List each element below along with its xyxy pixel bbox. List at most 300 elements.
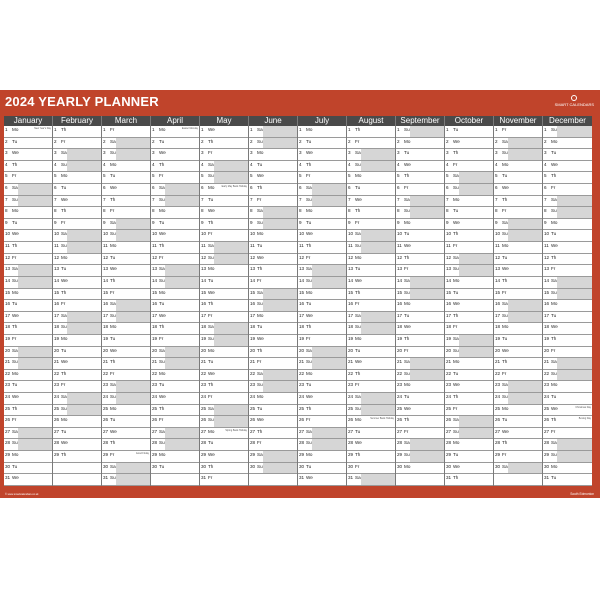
day-cell[interactable]	[200, 254, 248, 266]
day-cell[interactable]	[200, 474, 248, 486]
day-cell[interactable]	[347, 358, 395, 370]
day-cell[interactable]	[53, 196, 101, 208]
day-cell[interactable]	[445, 474, 493, 486]
day-cell[interactable]	[102, 416, 150, 428]
day-cell[interactable]	[347, 300, 395, 312]
day-cell[interactable]	[53, 184, 101, 196]
day-cell[interactable]	[396, 172, 444, 184]
day-cell[interactable]	[298, 323, 346, 335]
day-cell[interactable]	[53, 393, 101, 405]
day-cell[interactable]	[298, 451, 346, 463]
day-cell[interactable]	[200, 289, 248, 301]
day-cell[interactable]	[102, 277, 150, 289]
day-cell[interactable]	[494, 196, 542, 208]
day-cell[interactable]	[347, 230, 395, 242]
day-cell[interactable]	[494, 172, 542, 184]
day-cell[interactable]	[102, 323, 150, 335]
day-cell[interactable]	[200, 207, 248, 219]
day-cell[interactable]	[151, 254, 199, 266]
day-cell[interactable]	[102, 172, 150, 184]
day-cell[interactable]	[396, 451, 444, 463]
day-cell[interactable]	[200, 358, 248, 370]
day-cell[interactable]	[200, 196, 248, 208]
day-cell[interactable]	[53, 439, 101, 451]
day-cell[interactable]	[494, 219, 542, 231]
day-cell[interactable]	[200, 463, 248, 475]
day-cell[interactable]	[249, 289, 297, 301]
day-cell[interactable]	[4, 289, 52, 301]
day-cell[interactable]	[543, 289, 592, 301]
day-cell[interactable]	[543, 277, 592, 289]
day-cell[interactable]	[445, 138, 493, 150]
day-cell[interactable]	[347, 323, 395, 335]
day-cell[interactable]	[298, 277, 346, 289]
day-cell[interactable]	[347, 184, 395, 196]
day-cell[interactable]	[4, 126, 52, 138]
day-cell[interactable]	[249, 347, 297, 359]
day-cell[interactable]	[151, 347, 199, 359]
day-cell[interactable]	[445, 126, 493, 138]
day-cell[interactable]	[53, 347, 101, 359]
day-cell[interactable]	[494, 242, 542, 254]
day-cell[interactable]	[200, 428, 248, 440]
day-cell[interactable]	[347, 126, 395, 138]
day-cell[interactable]	[396, 381, 444, 393]
day-cell[interactable]	[396, 393, 444, 405]
day-cell[interactable]	[298, 463, 346, 475]
day-cell[interactable]	[102, 381, 150, 393]
day-cell[interactable]	[347, 463, 395, 475]
day-cell[interactable]	[494, 254, 542, 266]
day-cell[interactable]	[445, 405, 493, 417]
day-cell[interactable]	[151, 161, 199, 173]
day-cell[interactable]	[396, 335, 444, 347]
day-cell[interactable]	[543, 265, 592, 277]
day-cell[interactable]	[494, 207, 542, 219]
day-cell[interactable]	[249, 381, 297, 393]
day-cell[interactable]	[151, 219, 199, 231]
day-cell[interactable]	[4, 277, 52, 289]
day-cell[interactable]	[200, 161, 248, 173]
day-cell[interactable]	[4, 230, 52, 242]
day-cell[interactable]	[396, 184, 444, 196]
day-cell[interactable]	[396, 439, 444, 451]
day-cell[interactable]	[543, 161, 592, 173]
day-cell[interactable]	[151, 439, 199, 451]
day-cell[interactable]	[298, 428, 346, 440]
day-cell[interactable]	[445, 196, 493, 208]
day-cell[interactable]	[53, 358, 101, 370]
day-cell[interactable]	[347, 207, 395, 219]
day-cell[interactable]	[494, 230, 542, 242]
day-cell[interactable]	[4, 312, 52, 324]
day-cell[interactable]	[53, 149, 101, 161]
day-cell[interactable]	[102, 138, 150, 150]
day-cell[interactable]	[151, 126, 199, 138]
day-cell[interactable]	[249, 323, 297, 335]
day-cell[interactable]	[298, 439, 346, 451]
day-cell[interactable]	[249, 300, 297, 312]
day-cell[interactable]	[102, 393, 150, 405]
day-cell[interactable]	[249, 405, 297, 417]
day-cell[interactable]	[200, 300, 248, 312]
day-cell[interactable]	[347, 381, 395, 393]
day-cell[interactable]	[494, 265, 542, 277]
day-cell[interactable]	[445, 207, 493, 219]
day-cell[interactable]	[298, 393, 346, 405]
day-cell[interactable]	[298, 196, 346, 208]
day-cell[interactable]	[494, 161, 542, 173]
day-cell[interactable]	[249, 138, 297, 150]
day-cell[interactable]	[4, 196, 52, 208]
day-cell[interactable]	[200, 184, 248, 196]
day-cell[interactable]	[200, 126, 248, 138]
day-cell[interactable]	[102, 207, 150, 219]
day-cell[interactable]	[249, 439, 297, 451]
day-cell[interactable]	[396, 207, 444, 219]
day-cell[interactable]	[396, 347, 444, 359]
day-cell[interactable]	[4, 358, 52, 370]
day-cell[interactable]	[249, 312, 297, 324]
day-cell[interactable]	[151, 172, 199, 184]
day-cell[interactable]	[151, 300, 199, 312]
day-cell[interactable]	[298, 207, 346, 219]
day-cell[interactable]	[396, 300, 444, 312]
day-cell[interactable]	[347, 393, 395, 405]
day-cell[interactable]	[53, 242, 101, 254]
day-cell[interactable]	[102, 312, 150, 324]
day-cell[interactable]	[102, 474, 150, 486]
day-cell[interactable]	[102, 428, 150, 440]
day-cell[interactable]	[102, 184, 150, 196]
day-cell[interactable]	[298, 230, 346, 242]
day-cell[interactable]	[298, 474, 346, 486]
day-cell[interactable]	[4, 381, 52, 393]
day-cell[interactable]	[4, 300, 52, 312]
day-cell[interactable]	[347, 347, 395, 359]
day-cell[interactable]	[298, 335, 346, 347]
day-cell[interactable]	[4, 161, 52, 173]
day-cell[interactable]	[102, 161, 150, 173]
day-cell[interactable]	[445, 335, 493, 347]
day-cell[interactable]	[249, 393, 297, 405]
day-cell[interactable]	[543, 254, 592, 266]
day-cell[interactable]	[494, 428, 542, 440]
day-cell[interactable]	[53, 161, 101, 173]
day-cell[interactable]	[298, 312, 346, 324]
day-cell[interactable]	[4, 265, 52, 277]
day-cell[interactable]	[200, 323, 248, 335]
day-cell[interactable]	[298, 254, 346, 266]
day-cell[interactable]	[200, 219, 248, 231]
day-cell[interactable]	[4, 219, 52, 231]
day-cell[interactable]	[151, 230, 199, 242]
day-cell[interactable]	[151, 370, 199, 382]
day-cell[interactable]	[151, 277, 199, 289]
day-cell[interactable]	[102, 405, 150, 417]
day-cell[interactable]	[53, 126, 101, 138]
day-cell[interactable]	[53, 265, 101, 277]
day-cell[interactable]	[151, 289, 199, 301]
day-cell[interactable]	[249, 207, 297, 219]
day-cell[interactable]	[4, 207, 52, 219]
day-cell[interactable]	[53, 323, 101, 335]
day-cell[interactable]	[200, 172, 248, 184]
day-cell[interactable]	[494, 358, 542, 370]
day-cell[interactable]	[347, 254, 395, 266]
day-cell[interactable]	[543, 149, 592, 161]
day-cell[interactable]	[249, 242, 297, 254]
day-cell[interactable]	[396, 138, 444, 150]
day-cell[interactable]	[200, 230, 248, 242]
day-cell[interactable]	[543, 300, 592, 312]
day-cell[interactable]	[151, 393, 199, 405]
day-cell[interactable]	[249, 172, 297, 184]
day-cell[interactable]	[445, 451, 493, 463]
day-cell[interactable]	[249, 126, 297, 138]
day-cell[interactable]	[53, 230, 101, 242]
day-cell[interactable]	[53, 289, 101, 301]
day-cell[interactable]	[396, 277, 444, 289]
day-cell[interactable]	[151, 242, 199, 254]
day-cell[interactable]	[445, 393, 493, 405]
day-cell[interactable]	[543, 347, 592, 359]
day-cell[interactable]	[494, 335, 542, 347]
day-cell[interactable]	[4, 335, 52, 347]
day-cell[interactable]	[396, 463, 444, 475]
day-cell[interactable]	[445, 358, 493, 370]
day-cell[interactable]	[494, 451, 542, 463]
day-cell[interactable]	[298, 381, 346, 393]
day-cell[interactable]	[151, 265, 199, 277]
day-cell[interactable]	[494, 138, 542, 150]
day-cell[interactable]	[494, 312, 542, 324]
day-cell[interactable]	[151, 312, 199, 324]
day-cell[interactable]	[53, 138, 101, 150]
day-cell[interactable]	[494, 184, 542, 196]
day-cell[interactable]	[102, 347, 150, 359]
day-cell[interactable]	[347, 439, 395, 451]
day-cell[interactable]	[543, 196, 592, 208]
day-cell[interactable]	[102, 254, 150, 266]
day-cell[interactable]	[396, 370, 444, 382]
day-cell[interactable]	[249, 254, 297, 266]
day-cell[interactable]	[53, 428, 101, 440]
day-cell[interactable]	[151, 323, 199, 335]
day-cell[interactable]	[494, 381, 542, 393]
day-cell[interactable]	[347, 370, 395, 382]
day-cell[interactable]	[151, 463, 199, 475]
day-cell[interactable]	[494, 126, 542, 138]
day-cell[interactable]	[298, 405, 346, 417]
day-cell[interactable]	[200, 149, 248, 161]
day-cell[interactable]	[249, 277, 297, 289]
day-cell[interactable]	[347, 312, 395, 324]
day-cell[interactable]	[102, 335, 150, 347]
day-cell[interactable]	[396, 126, 444, 138]
day-cell[interactable]	[53, 300, 101, 312]
day-cell[interactable]	[249, 230, 297, 242]
day-cell[interactable]	[200, 242, 248, 254]
day-cell[interactable]	[445, 428, 493, 440]
day-cell[interactable]	[298, 184, 346, 196]
day-cell[interactable]	[53, 405, 101, 417]
day-cell[interactable]	[200, 265, 248, 277]
day-cell[interactable]	[151, 381, 199, 393]
day-cell[interactable]	[249, 149, 297, 161]
day-cell[interactable]	[445, 416, 493, 428]
day-cell[interactable]	[102, 439, 150, 451]
day-cell[interactable]	[249, 370, 297, 382]
day-cell[interactable]	[200, 277, 248, 289]
day-cell[interactable]	[494, 289, 542, 301]
day-cell[interactable]	[102, 300, 150, 312]
day-cell[interactable]	[494, 439, 542, 451]
day-cell[interactable]	[249, 451, 297, 463]
day-cell[interactable]	[445, 149, 493, 161]
day-cell[interactable]	[347, 172, 395, 184]
day-cell[interactable]	[445, 254, 493, 266]
day-cell[interactable]	[249, 161, 297, 173]
day-cell[interactable]	[347, 265, 395, 277]
day-cell[interactable]	[200, 405, 248, 417]
day-cell[interactable]	[396, 358, 444, 370]
day-cell[interactable]	[151, 207, 199, 219]
day-cell[interactable]	[200, 347, 248, 359]
day-cell[interactable]	[4, 416, 52, 428]
day-cell[interactable]	[4, 347, 52, 359]
day-cell[interactable]	[396, 405, 444, 417]
day-cell[interactable]	[151, 416, 199, 428]
day-cell[interactable]	[200, 393, 248, 405]
day-cell[interactable]	[543, 138, 592, 150]
day-cell[interactable]	[494, 323, 542, 335]
day-cell[interactable]	[396, 254, 444, 266]
day-cell[interactable]	[347, 161, 395, 173]
day-cell[interactable]	[396, 242, 444, 254]
day-cell[interactable]	[494, 300, 542, 312]
day-cell[interactable]	[445, 219, 493, 231]
day-cell[interactable]	[396, 428, 444, 440]
day-cell[interactable]	[445, 323, 493, 335]
day-cell[interactable]	[102, 358, 150, 370]
day-cell[interactable]	[445, 184, 493, 196]
day-cell[interactable]	[4, 149, 52, 161]
day-cell[interactable]	[543, 463, 592, 475]
day-cell[interactable]	[249, 463, 297, 475]
day-cell[interactable]	[151, 196, 199, 208]
day-cell[interactable]	[543, 323, 592, 335]
day-cell[interactable]	[298, 219, 346, 231]
day-cell[interactable]	[543, 219, 592, 231]
day-cell[interactable]	[4, 370, 52, 382]
day-cell[interactable]	[102, 370, 150, 382]
day-cell[interactable]	[298, 289, 346, 301]
day-cell[interactable]	[53, 312, 101, 324]
day-cell[interactable]	[445, 242, 493, 254]
day-cell[interactable]	[53, 219, 101, 231]
day-cell[interactable]	[543, 439, 592, 451]
day-cell[interactable]	[543, 312, 592, 324]
day-cell[interactable]	[151, 138, 199, 150]
day-cell[interactable]	[396, 161, 444, 173]
day-cell[interactable]	[445, 300, 493, 312]
day-cell[interactable]	[543, 381, 592, 393]
day-cell[interactable]	[298, 126, 346, 138]
day-cell[interactable]	[4, 254, 52, 266]
day-cell[interactable]	[4, 393, 52, 405]
day-cell[interactable]	[53, 172, 101, 184]
day-cell[interactable]	[445, 289, 493, 301]
day-cell[interactable]	[347, 416, 395, 428]
day-cell[interactable]	[102, 463, 150, 475]
day-cell[interactable]	[494, 393, 542, 405]
day-cell[interactable]	[543, 126, 592, 138]
day-cell[interactable]	[298, 370, 346, 382]
day-cell[interactable]	[494, 416, 542, 428]
day-cell[interactable]	[298, 358, 346, 370]
day-cell[interactable]	[102, 451, 150, 463]
day-cell[interactable]	[347, 451, 395, 463]
day-cell[interactable]	[347, 138, 395, 150]
day-cell[interactable]	[151, 358, 199, 370]
day-cell[interactable]	[445, 230, 493, 242]
day-cell[interactable]	[200, 439, 248, 451]
day-cell[interactable]	[445, 439, 493, 451]
day-cell[interactable]	[200, 335, 248, 347]
day-cell[interactable]	[4, 451, 52, 463]
day-cell[interactable]	[53, 254, 101, 266]
day-cell[interactable]	[347, 474, 395, 486]
day-cell[interactable]	[4, 463, 52, 475]
day-cell[interactable]	[396, 149, 444, 161]
day-cell[interactable]	[4, 323, 52, 335]
day-cell[interactable]	[347, 196, 395, 208]
day-cell[interactable]	[445, 265, 493, 277]
day-cell[interactable]	[200, 451, 248, 463]
day-cell[interactable]	[396, 312, 444, 324]
day-cell[interactable]	[200, 381, 248, 393]
day-cell[interactable]	[543, 416, 592, 428]
day-cell[interactable]	[543, 242, 592, 254]
day-cell[interactable]	[543, 370, 592, 382]
day-cell[interactable]	[396, 219, 444, 231]
day-cell[interactable]	[494, 149, 542, 161]
day-cell[interactable]	[494, 370, 542, 382]
day-cell[interactable]	[543, 358, 592, 370]
day-cell[interactable]	[102, 219, 150, 231]
day-cell[interactable]	[298, 138, 346, 150]
day-cell[interactable]	[200, 312, 248, 324]
day-cell[interactable]	[543, 230, 592, 242]
day-cell[interactable]	[396, 230, 444, 242]
day-cell[interactable]	[347, 242, 395, 254]
day-cell[interactable]	[53, 370, 101, 382]
day-cell[interactable]	[298, 416, 346, 428]
day-cell[interactable]	[53, 451, 101, 463]
day-cell[interactable]	[445, 370, 493, 382]
day-cell[interactable]	[347, 277, 395, 289]
day-cell[interactable]	[53, 277, 101, 289]
day-cell[interactable]	[102, 126, 150, 138]
day-cell[interactable]	[4, 184, 52, 196]
day-cell[interactable]	[298, 347, 346, 359]
day-cell[interactable]	[396, 289, 444, 301]
day-cell[interactable]	[298, 172, 346, 184]
day-cell[interactable]	[543, 451, 592, 463]
day-cell[interactable]	[445, 172, 493, 184]
day-cell[interactable]	[298, 149, 346, 161]
